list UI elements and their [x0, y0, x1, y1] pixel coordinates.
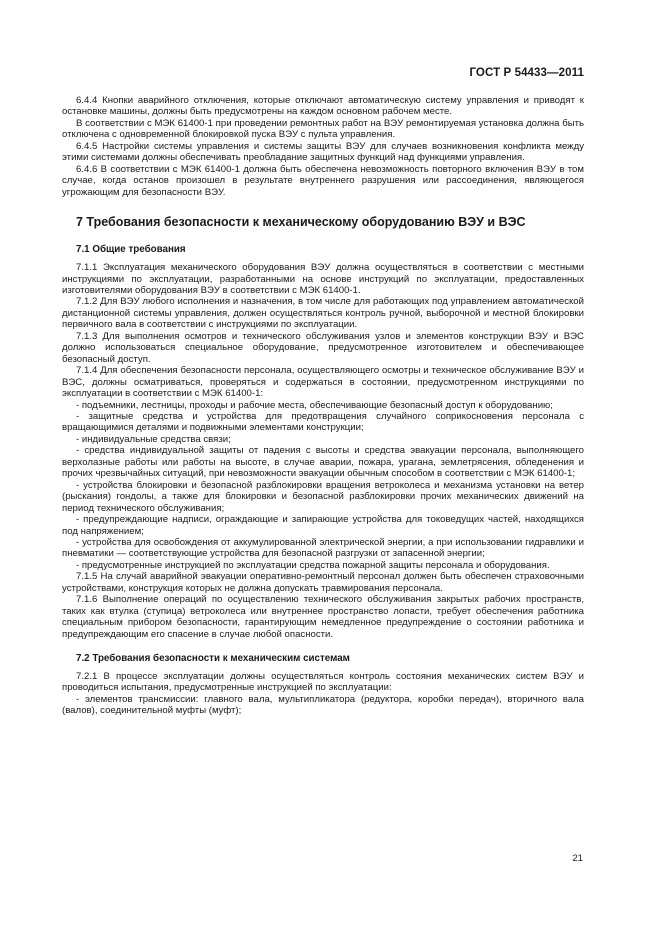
paragraph: 6.4.5 Настройки системы управления и системы защиты ВЭУ для случаев возникновения конфликта между этими системами должны обеспечивать преобладание защитных функций над функциями управления.: [62, 140, 584, 164]
paragraph: 7.1.5 На случай аварийной эвакуации оперативно-ремонтный персонал должен быть обеспечен страховочными устройствами, конструкция которых не должна допускать травмирования персонала.: [62, 571, 584, 594]
list-item: - индивидуальные средства связи;: [76, 433, 231, 445]
list-item: - подъемники, лестницы, проходы и рабочие места, обеспечивающие безопасный доступ к оборудованию;: [76, 399, 553, 411]
list-item: - предусмотренные инструкцией по эксплуатации средства пожарной защиты персонала и оборудования.: [76, 559, 550, 571]
document-id-header: ГОСТ Р 54433—2011: [469, 67, 584, 79]
list-item: - устройства блокировки и безопасной разблокировки вращения ветроколеса и механизма установки на ветер (рыскания) гондолы, а также для блокировки и безопасной разблокировки прочих механических движений на период технического обслуживания;: [62, 479, 584, 514]
list-item: - защитные средства и устройства для предотвращения случайного соприкосновения персонала с вращающимися деталями и подвижными элементами конструкции;: [62, 410, 584, 434]
paragraph: 7.1.3 Для выполнения осмотров и технического обслуживания узлов и элементов конструкции ВЭУ и ВЭС должно использоваться специальное оборудование, предусмотренное изготовителем и обеспечивающее безопасный доступ.: [62, 330, 584, 365]
page-number: 21: [572, 853, 583, 864]
document-body: [62, 95, 584, 717]
paragraph: 6.4.4 Кнопки аварийного отключения, которые отключают автоматическую систему управления и приводят к остановке машины, должны быть предусмотрены на каждом основном рабочем месте.: [62, 95, 584, 118]
subsection-heading: 7.2 Требования безопасности к механическим системам: [76, 653, 350, 665]
paragraph: 7.1.1 Эксплуатация механического оборудования ВЭУ должна осуществляться в соответствии с местными инструкциями по эксплуатации, разработанными на основе инструкций по эксплуатации, предоставленных изготовителями оборудования ВЭУ в соответствии с МЭК 61400-1.: [62, 262, 584, 296]
paragraph: 7.2.1 В процессе эксплуатации должны осуществляться контроль состояния механических систем ВЭУ и проводиться испытания, предусмотренные инструкцией по эксплуатации:: [62, 671, 584, 694]
list-item: - предупреждающие надписи, ограждающие и запирающие устройства для токоведущих частей, находящихся под напряжением;: [62, 514, 584, 537]
paragraph: В соответствии с МЭК 61400-1 при проведении ремонтных работ на ВЭУ ремонтируемая установка должна быть отключена с одновременной блокировкой пуска ВЭУ с пульта управления.: [62, 117, 584, 141]
subsection-heading: 7.1 Общие требования: [76, 244, 186, 256]
paragraph: 7.1.2 Для ВЭУ любого исполнения и назначения, в том числе для работающих под управлением автоматической дистанционной системы управления, должен осуществляться контроль ручной, выборочной и местной блокировки первичного вала в соответствии с инструкциями по эксплуатации.: [62, 296, 584, 331]
paragraph: 7.1.6 Выполнение операций по осуществлению технического обслуживания закрытых рабочих пространств, таких как втулка (ступица) ветроколеса или внутреннее пространство лопасти, требует обеспечения работника специальным прибором безопасности, гарантирующим немедленное предупреждение о состоянии работника и предупреждающим его спасение в случае любой опасности.: [62, 594, 584, 640]
list-item: - элементов трансмиссии: главного вала, мультипликатора (редуктора, коробки передач), вторичного вала (валов), соединительной муфты (муфт);: [62, 693, 584, 717]
paragraph: 6.4.6 В соответствии с МЭК 61400-1 должна быть обеспечена невозможность повторного включения ВЭУ в том случае, когда останов произошел в результате внутреннего разрушения или рассоединения, являющегося угрожающим для безопасности ВЭУ.: [62, 163, 584, 198]
paragraph: 7.1.4 Для обеспечения безопасности персонала, осуществляющего осмотры и техническое обслуживание ВЭУ и ВЭС, должны осматриваться, проверяться и содержаться в состоянии, предусмотренном инструкциями по эксплуатации в соответствии с МЭК 61400-1:: [62, 365, 584, 400]
list-item: - устройства для освобождения от аккумулированной электрической энергии, а при использовании гидравлики и пневматики — соответствующие устройства для безопасной разгрузки от запасенной энергии;: [62, 536, 584, 560]
section-heading: 7 Требования безопасности к механическому оборудованию ВЭУ и ВЭС: [76, 215, 526, 230]
list-item: - средства индивидуальной защиты от падения с высоты и средства эвакуации персонала, выполняющего верхолазные работы или работы на высоте, в случае аварии, пожара, урагана, землетрясения, обледенения и прочих чрезвычайных ситуаций, при невозможности эвакуации обычным способом в соответствии с МЭК 61400-1;: [62, 445, 584, 480]
